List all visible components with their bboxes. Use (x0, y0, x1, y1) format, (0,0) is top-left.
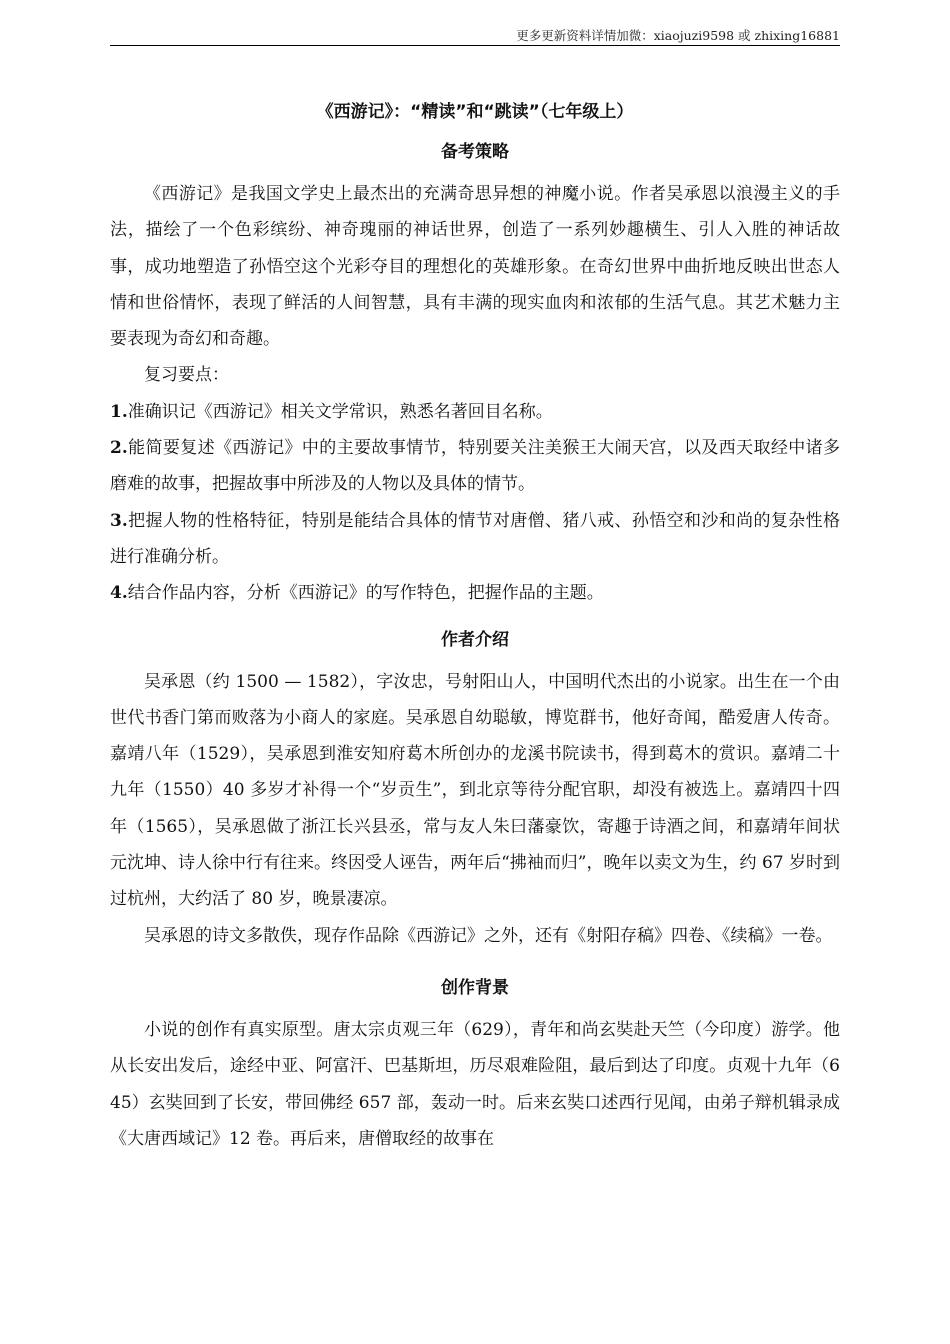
document-body (110, 92, 840, 1157)
section-heading-strategy: 备考策略 (441, 142, 509, 162)
review-point-number: 2. (110, 438, 128, 459)
section-heading-author: 作者介绍 (441, 629, 509, 650)
review-point-number: 4. (110, 583, 128, 604)
review-point-text: 结合作品内容，分析《西游记》的写作特色，把握作品的主题。 (127, 583, 604, 604)
review-point-4 (110, 575, 840, 611)
review-point-2 (110, 430, 840, 503)
author-bio-paragraph: 吴承恩（约 1500 — 1582），字汝忠，号射阳山人，中国明代杰出的小说家。出生在一个由世代书香门第而败落为小商人的家庭。吴承恩自幼聪敏，博览群书，他好奇闻，酷爱唐人传奇。嘉靖八年（1529），吴承恩到淮安知府葛木所创办的龙溪书院读书，得到葛木的赏识。嘉靖二十九年（1550）40 多岁才补得一个“岁贡生”，到北京等待分配官职，却没有被选上。嘉靖四十四年（1565），吴承恩做了浙江长兴县丞，常与友人朱曰藩豪饮，寄趣于诗酒之间，和嘉靖年间状元沈坤、诗人徐中行有往来。终因受人诬告，两年后“拂袖而归”，晚年以卖文为生，约 67 岁时到过杭州，大约活了 80 岁，晚景凄凉。 (110, 671, 840, 910)
review-point-3 (110, 503, 840, 576)
background-paragraph: 小说的创作有真实原型。唐太宗贞观三年（629），青年和尚玄奘赴天竺（今印度）游学。他从长安出发后，途经中亚、阿富汗、巴基斯坦，历尽艰难险阻，最后到达了印度。贞观十九年（645）玄奘回到了长安，带回佛经 657 部，轰动一时。后来玄奘口述西行见闻，由弟子辩机辑录成《大唐西域记》12 卷。再后来，唐僧取经的故事在 (110, 1019, 840, 1149)
document-title: 《西游记》：“精读”和“跳读”（七年级上） (316, 102, 634, 122)
review-points-label: 复习要点： (144, 365, 229, 386)
review-point-text: 把握人物的性格特征，特别是能结合具体的情节对唐僧、猪八戒、孙悟空和沙和尚的复杂性格进行准确分析。 (110, 510, 840, 567)
review-point-1 (110, 394, 840, 430)
author-works-paragraph: 吴承恩的诗文多散佚，现存作品除《西游记》之外，还有《射阳存稿》四卷、《续稿》一卷。 (144, 925, 833, 946)
review-point-text: 准确识记《西游记》相关文学常识，熟悉名著回目名称。 (127, 401, 553, 422)
review-point-text: 能简要复述《西游记》中的主要故事情节，特别要关注美猴王大闹天宫，以及西天取经中诸多磨难的故事，把握故事中所涉及的人物以及具体的情节。 (110, 438, 840, 495)
section-heading-background: 创作背景 (441, 977, 509, 998)
review-point-number: 3. (110, 510, 128, 531)
header-divider (110, 45, 840, 46)
strategy-intro-paragraph: 《西游记》是我国文学史上最杰出的充满奇思异想的神魔小说。作者吴承恩以浪漫主义的手法，描绘了一个色彩缤纷、神奇瑰丽的神话世界，创造了一系列妙趣横生、引人入胜的神话故事，成功地塑造了孙悟空这个光彩夺目的理想化的英雄形象。在奇幻世界中曲折地反映出世态人情和世俗情怀，表现了鲜活的人间智慧，具有丰满的现实血肉和浓郁的生活气息。其艺术魅力主要表现为奇幻和奇趣。 (110, 184, 840, 350)
review-point-number: 1. (110, 401, 128, 422)
page-header-note: 更多更新资料详情加微：xiaojuzi9598 或 zhixing16881 (516, 28, 840, 43)
